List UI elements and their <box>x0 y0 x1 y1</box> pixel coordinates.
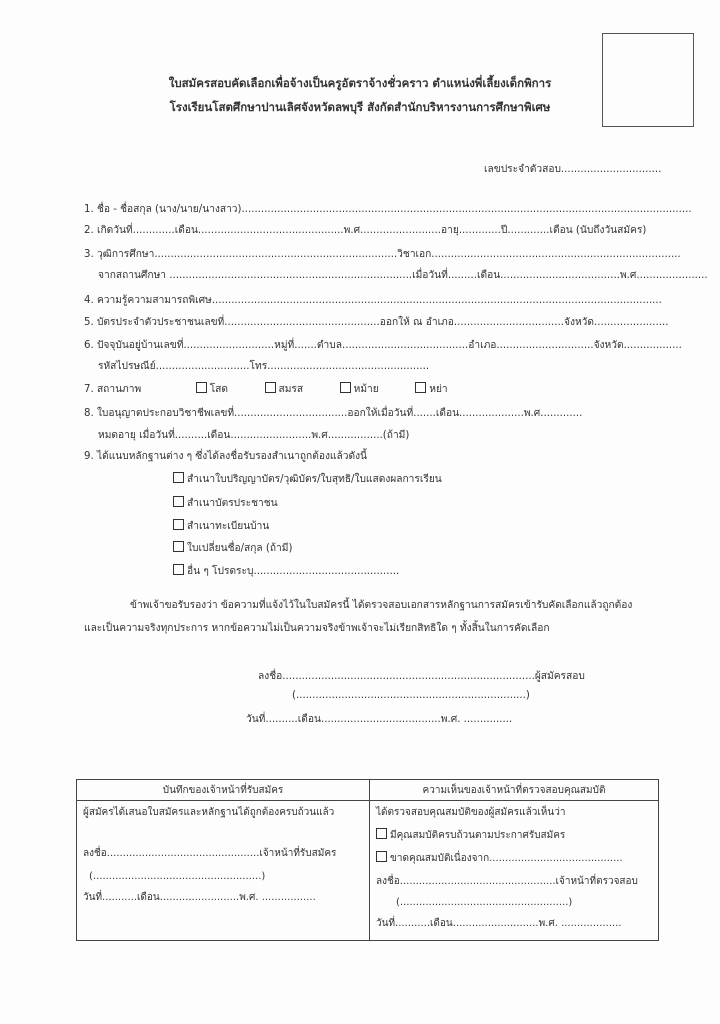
declaration-line2: และเป็นความจริงทุกประการ หากข้อความไม่เป็นความจริงข้าพเจ้าจะไม่เรียกสิทธิใด ๆ ทั้งสิ้นในการคัดเลือก <box>84 623 550 634</box>
field-attachments: 9. ได้แนบหลักฐานต่าง ๆ ซึ่งได้ลงชื่อรับรองสำเนาถูกต้องแล้วดังนี้ <box>84 451 368 462</box>
field-marital-status <box>84 381 448 397</box>
field-id-card: 5. บัตรประจำตัวประชาชนเลขที่................................................ออกให้ ณ อำเภอ..................................จังหวัด....................... <box>84 317 669 328</box>
attachment-item: สำเนาทะเบียนบ้าน <box>173 518 269 534</box>
option-unqualified: ขาดคุณสมบัติเนื่องจาก.......................................... <box>390 853 623 864</box>
field-name: 1. ชื่อ - ชื่อสกุล (นาง/นาย/นางสาว)........................................................................................................................................... <box>84 204 692 215</box>
receiver-name: (.....................................................) <box>89 871 266 882</box>
checkbox-qualified[interactable] <box>376 828 387 839</box>
inspector-header: ความเห็นของเจ้าหน้าที่ตรวจสอบคุณสมบัติ <box>370 780 659 801</box>
checkbox-attachment-degree[interactable] <box>173 472 184 483</box>
attachment-item: ใบเปลี่ยนชื่อ/สกุล (ถ้ามี) <box>173 540 292 556</box>
exam-number-field: เลขประจำตัวสอบ............................... <box>484 164 662 175</box>
attachment-item: อื่น ๆ โปรดระบุ............................................. <box>173 563 399 579</box>
inspector-signature: ลงชื่อ.................................................เจ้าหน้าที่ตรวจสอบ <box>376 876 638 887</box>
field-license-expiry: หมดอายุ เมื่อวันที่..........เดือน.........................พ.ศ.................(ถ้ามี) <box>98 430 410 441</box>
checkbox-attachment-namechange[interactable] <box>173 541 184 552</box>
field-institution: จากสถานศึกษา ...........................................................................เมื่อวันที่.........เดือน.....................................พ.ศ...................... <box>98 270 708 281</box>
attachment-item: สำเนาบัตรประชาชน <box>173 495 278 511</box>
receiver-signature: ลงชื่อ................................................เจ้าหน้าที่รับสมัคร <box>83 848 337 859</box>
field-postal-phone: รหัสไปรษณีย์.............................โทร.................................................. <box>98 361 430 372</box>
receiver-section <box>77 801 370 941</box>
checkbox-attachment-idcard[interactable] <box>173 496 184 507</box>
field-address: 6. ปัจจุบันอยู่บ้านเลขที่............................หมู่ที่.......ตำบล.......................................อำเภอ..............................จังหวัด.................. <box>84 340 682 351</box>
form-title-line2: โรงเรียนโสตศึกษาปานเลิศจังหวัดลพบุรี สังกัดสำนักบริหารงานการศึกษาพิเศษ <box>169 100 551 114</box>
inspector-option <box>370 851 658 866</box>
checkbox-attachment-other[interactable] <box>173 564 184 575</box>
office-use-table <box>76 779 659 941</box>
inspector-section <box>370 801 659 941</box>
checkbox-widowed[interactable] <box>340 382 351 393</box>
form-title-line1: ใบสมัครสอบคัดเลือกเพื่อจ้างเป็นครูอัตราจ้างชั่วคราว ตำแหน่งพี่เลี้ยงเด็กพิการ <box>168 76 552 90</box>
applicant-signature: ลงชื่อ..............................................................................ผู้สมัครสอบ <box>258 671 585 682</box>
checkbox-divorced[interactable] <box>415 382 426 393</box>
inspector-name: (.....................................................) <box>396 897 573 908</box>
option-widowed: หม้าย <box>353 384 379 395</box>
field-special-skill: 4. ความรู้ความสามารถพิเศษ........................................................................................................................................... <box>84 295 662 306</box>
field-education: 3. วุฒิการศึกษา...........................................................................วิชาเอก............................................................................. <box>84 249 681 260</box>
checkbox-married[interactable] <box>265 382 276 393</box>
option-qualified: มีคุณสมบัติครบถ้วนตามประกาศรับสมัคร <box>390 830 566 841</box>
applicant-date: วันที่..........เดือน.....................................พ.ศ. ............... <box>246 714 513 725</box>
attachment-item: สำเนาใบปริญญาบัตร/วุฒิบัตร/ใบสุทธิ/ใบแสดงผลการเรียน <box>173 471 442 487</box>
inspector-date: วันที่...........เดือน...........................พ.ศ. ................... <box>376 918 622 929</box>
receiver-statement: ผู้สมัครได้เสนอใบสมัครและหลักฐานได้ถูกต้องครบถ้วนแล้ว <box>83 807 335 818</box>
checkbox-unqualified[interactable] <box>376 851 387 862</box>
field-birthdate: 2. เกิดวันที่.............เดือน.............................................พ.ศ.........................อายุ.............ปี.............เดือน (นับถึงวันสมัคร) <box>84 225 647 236</box>
receiver-date: วันที่...........เดือน.........................พ.ศ. ................. <box>83 892 316 903</box>
option-divorced: หย่า <box>429 384 448 395</box>
checkbox-attachment-house[interactable] <box>173 519 184 530</box>
option-married: สมรส <box>278 384 304 395</box>
declaration-line1: ข้าพเจ้าขอรับรองว่า ข้อความที่แจ้งไว้ในใบสมัครนี้ ได้ตรวจสอบเอกสารหลักฐานการสมัครเข้ารับคัดเลือกแล้วถูกต้อง <box>130 600 633 611</box>
receiver-header: บันทึกของเจ้าหน้าที่รับสมัคร <box>77 780 370 801</box>
applicant-name: (.......................................................................) <box>292 690 530 701</box>
checkbox-single[interactable] <box>196 382 207 393</box>
inspector-statement: ได้ตรวจสอบคุณสมบัติของผู้สมัครแล้วเห็นว่า <box>376 807 566 818</box>
marital-status-label: 7. สถานภาพ <box>84 384 142 395</box>
field-license: 8. ใบอนุญาตประกอบวิชาชีพเลขที่...................................ออกให้เมื่อวันที่.......เดือน....................พ.ศ............. <box>84 408 583 419</box>
option-single: โสด <box>209 384 228 395</box>
inspector-option <box>370 828 658 843</box>
